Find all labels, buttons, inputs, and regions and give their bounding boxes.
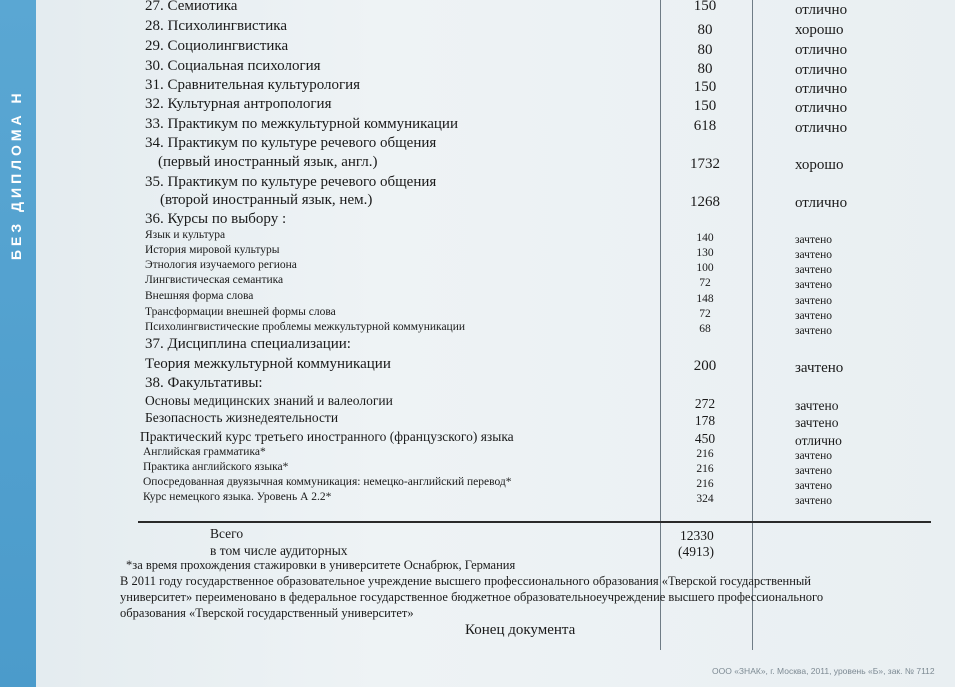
elective-hours: 68 xyxy=(699,323,711,335)
elective-item: Психолингвистические проблемы межкультурной коммуникации xyxy=(145,321,466,333)
elective-hours: 72 xyxy=(699,308,711,320)
course-27-grade: отлично xyxy=(795,2,848,18)
course-29-grade: отлично xyxy=(795,42,848,58)
optional-grade: зачтено xyxy=(795,415,839,430)
total-label: Всего xyxy=(210,526,244,541)
column-divider-grade-left xyxy=(752,0,753,650)
optional-grade: зачтено xyxy=(795,398,839,413)
course-33-grade: отлично xyxy=(795,120,848,136)
rename-note-line-2: университет» переименовано в федеральное государственное бюджетное образовательноеучреждение высшего профессионального xyxy=(120,590,824,604)
optional-hours: 450 xyxy=(694,431,716,446)
elective-item: Лингвистическая семантика xyxy=(145,274,284,286)
elective-item: Трансформации внешней формы слова xyxy=(145,306,336,318)
optional-hours: 216 xyxy=(696,463,714,475)
printer-mark: ООО «ЗНАК», г. Москва, 2011, уровень «Б», зак. № 7112 xyxy=(712,666,935,676)
electives-heading: 36. Курсы по выбору : xyxy=(145,211,287,227)
course-35-grade: отлично xyxy=(795,195,848,211)
course-29-hours: 80 xyxy=(697,42,713,58)
specialization-grade: зачтено xyxy=(795,360,844,376)
course-32-grade: отлично xyxy=(795,100,848,116)
course-33: 33. Практикум по межкультурной коммуникации xyxy=(145,116,458,132)
course-32: 32. Культурная антропология xyxy=(145,96,332,112)
course-28-hours: 80 xyxy=(697,22,713,38)
elective-hours: 140 xyxy=(696,232,714,244)
specialization-hours: 200 xyxy=(693,358,717,374)
optional-item: Опосредованная двуязычная коммуникация: немецко-английский перевод* xyxy=(143,476,512,488)
optional-hours: 324 xyxy=(696,493,714,505)
course-30: 30. Социальная психология xyxy=(145,58,321,74)
optional-item: Английская грамматика* xyxy=(143,446,266,458)
course-27-hours: 150 xyxy=(693,0,717,14)
optional-hours: 178 xyxy=(694,413,716,428)
optional-item: Безопасность жизнедеятельности xyxy=(145,410,339,425)
elective-hours: 148 xyxy=(696,293,714,305)
course-34-hours: 1732 xyxy=(690,156,720,172)
rename-note-line-1: В 2011 году государственное образовательное учреждение высшего профессионального образования «Тверской государственный xyxy=(120,574,811,588)
elective-grade: зачтено xyxy=(795,310,833,322)
elective-item: Язык и культура xyxy=(145,229,226,241)
total-auditory-value: (4913) xyxy=(678,544,714,559)
course-30-grade: отлично xyxy=(795,62,848,78)
side-strip xyxy=(0,0,36,687)
elective-grade: зачтено xyxy=(795,325,833,337)
course-32-hours: 150 xyxy=(693,98,717,114)
elective-item: История мировой культуры xyxy=(145,244,280,256)
elective-hours: 130 xyxy=(696,247,714,259)
specialization-course: Теория межкультурной коммуникации xyxy=(145,356,391,372)
course-29: 29. Социолингвистика xyxy=(145,38,289,54)
total-auditory-label: в том числе аудиторных xyxy=(210,543,348,558)
optional-grade: зачтено xyxy=(795,480,833,492)
elective-item: Внешняя форма слова xyxy=(145,290,254,302)
optional-hours: 272 xyxy=(694,396,716,411)
total-value: 12330 xyxy=(680,528,714,543)
optional-item: Практический курс третьего иностранного (французского) языка xyxy=(140,429,514,444)
optional-hours: 216 xyxy=(696,448,714,460)
course-35: 35. Практикум по культуре речевого общения xyxy=(145,174,437,190)
course-30-hours: 80 xyxy=(697,61,713,77)
footnote: *за время прохождения стажировки в университете Оснабрюк, Германия xyxy=(126,558,516,572)
course-28-grade: хорошо xyxy=(795,22,844,38)
optional-grade: зачтено xyxy=(795,465,833,477)
optional-grade: зачтено xyxy=(795,450,833,462)
elective-grade: зачтено xyxy=(795,234,833,246)
rename-note-line-3: образования «Тверской государственный университет» xyxy=(120,606,414,620)
totals-rule xyxy=(138,521,931,523)
elective-hours: 72 xyxy=(699,277,711,289)
elective-grade: зачтено xyxy=(795,249,833,261)
elective-hours: 100 xyxy=(696,262,714,274)
elective-grade: зачтено xyxy=(795,264,833,276)
course-34-grade: хорошо xyxy=(795,157,844,173)
end-of-document: Конец документа xyxy=(465,622,576,638)
course-34-detail: (первый иностранный язык, англ.) xyxy=(158,154,378,170)
elective-grade: зачтено xyxy=(795,279,833,291)
course-31-grade: отлично xyxy=(795,81,848,97)
optional-heading: 38. Факультативы: xyxy=(145,375,263,391)
optional-hours: 216 xyxy=(696,478,714,490)
optional-grade: отлично xyxy=(795,433,842,448)
course-34: 34. Практикум по культуре речевого общения xyxy=(145,135,437,151)
optional-item: Практика английского языка* xyxy=(143,461,289,473)
side-label: БЕЗ ДИПЛОМА Н xyxy=(8,89,24,260)
course-35-hours: 1268 xyxy=(690,194,720,210)
course-28: 28. Психолингвистика xyxy=(145,18,288,34)
course-31: 31. Сравнительная культурология xyxy=(145,77,361,93)
optional-item: Основы медицинских знаний и валеологии xyxy=(145,393,393,408)
course-27: 27. Семиотика xyxy=(145,0,238,14)
specialization-heading: 37. Дисциплина специализации: xyxy=(145,336,351,352)
elective-grade: зачтено xyxy=(795,295,833,307)
course-31-hours: 150 xyxy=(693,79,717,95)
optional-item: Курс немецкого языка. Уровень А 2.2* xyxy=(143,491,332,503)
optional-grade: зачтено xyxy=(795,495,833,507)
elective-item: Этнология изучаемого региона xyxy=(145,259,297,271)
course-35-detail: (второй иностранный язык, нем.) xyxy=(160,192,373,208)
course-33-hours: 618 xyxy=(693,118,717,134)
